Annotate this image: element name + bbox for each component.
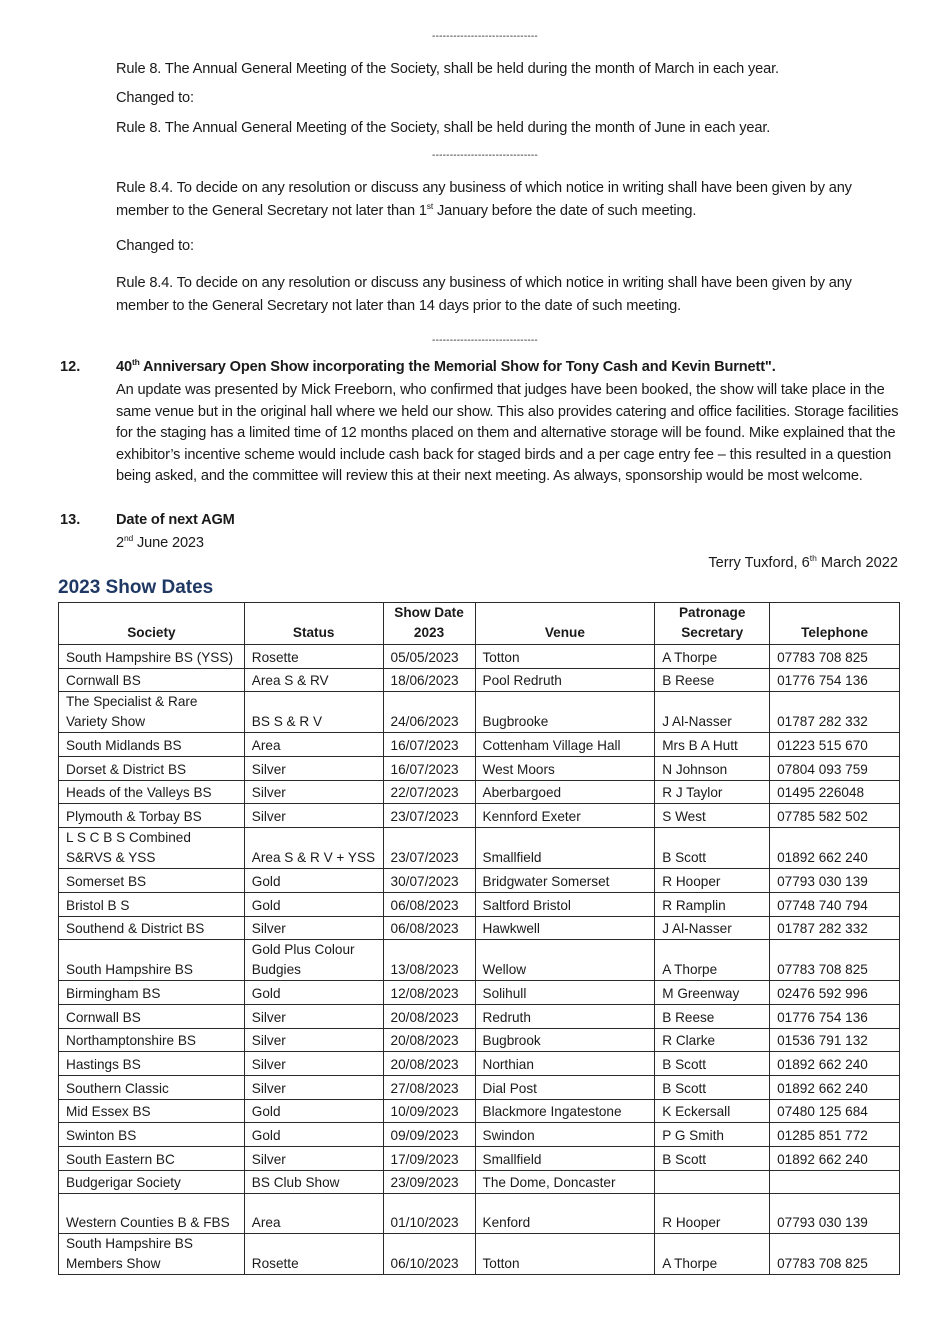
cell-show-date: 06/08/2023 <box>383 916 475 940</box>
cell-secretary: R Ramplin <box>655 892 770 916</box>
cell-society: Budgerigar Society <box>59 1170 245 1194</box>
cell-telephone <box>770 1170 900 1194</box>
table-row <box>59 828 900 869</box>
column-header-status: Status <box>244 603 383 645</box>
cell-venue: Bugbrook <box>475 1028 655 1052</box>
table-body <box>59 645 900 1275</box>
cell-status: Gold <box>244 981 383 1005</box>
cell-secretary: B Scott <box>655 1075 770 1099</box>
cell-society: South Eastern BC <box>59 1147 245 1171</box>
cell-society: Somerset BS <box>59 869 245 893</box>
table-row <box>59 645 900 669</box>
cell-show-date: 27/08/2023 <box>383 1075 475 1099</box>
cell-society: South Hampshire BS <box>59 940 245 981</box>
cell-society: The Specialist & Rare Variety Show <box>59 692 245 733</box>
cell-telephone: 01892 662 240 <box>770 1147 900 1171</box>
column-header-secretary: Patronage Secretary <box>655 603 770 645</box>
cell-secretary: R J Taylor <box>655 780 770 804</box>
table-row <box>59 1194 900 1234</box>
separator-line: ------------------------------ <box>432 335 538 346</box>
cell-secretary: B Scott <box>655 1052 770 1076</box>
cell-show-date: 16/07/2023 <box>383 757 475 781</box>
cell-telephone: 01892 662 240 <box>770 1075 900 1099</box>
cell-telephone: 01776 754 136 <box>770 668 900 692</box>
cell-telephone: 01787 282 332 <box>770 916 900 940</box>
cell-venue: Pool Redruth <box>475 668 655 692</box>
cell-show-date: 20/08/2023 <box>383 1004 475 1028</box>
table-row <box>59 981 900 1005</box>
table-row <box>59 1028 900 1052</box>
cell-secretary: R Hooper <box>655 1194 770 1234</box>
table-row <box>59 668 900 692</box>
separator-line: ------------------------------ <box>432 150 538 161</box>
cell-status: BS S & R V <box>244 692 383 733</box>
table-row <box>59 804 900 828</box>
cell-status: Gold <box>244 1099 383 1123</box>
cell-secretary: P G Smith <box>655 1123 770 1147</box>
cell-society: Birmingham BS <box>59 981 245 1005</box>
cell-telephone: 01495 226048 <box>770 780 900 804</box>
rule-8-4-new: Rule 8.4. To decide on any resolution or discuss any business of which notice in writing shall have been given by any member to the General Secretary not later than 14 days prior to the date of such meeting. <box>116 275 852 314</box>
cell-status: Gold <box>244 892 383 916</box>
cell-status: Area <box>244 1194 383 1234</box>
cell-status: Silver <box>244 780 383 804</box>
cell-status: Silver <box>244 1028 383 1052</box>
cell-secretary: B Reese <box>655 1004 770 1028</box>
cell-secretary: N Johnson <box>655 757 770 781</box>
cell-secretary: B Scott <box>655 828 770 869</box>
rule-8-4-original: Rule 8.4. To decide on any resolution or discuss any business of which notice in writing shall have been given by any member to the General Secretary not later than 1st January before the date of such meeting. <box>116 180 852 219</box>
table-row <box>59 892 900 916</box>
cell-secretary: R Hooper <box>655 869 770 893</box>
cell-secretary <box>655 1170 770 1194</box>
cell-secretary: B Reese <box>655 668 770 692</box>
cell-society: Heads of the Valleys BS <box>59 780 245 804</box>
cell-show-date: 17/09/2023 <box>383 1147 475 1171</box>
item-body: An update was presented by Mick Freeborn, who confirmed that judges have been booked, the show will take place in the same venue but in the original hall where we held our show. This also provides catering and office facilities. Storage facilities for the staging has a limited time of 12 months placed on them and alternative storage will be found. Mike explained that the exhibitor’s incentive scheme would include cash back for staged birds and a per cage entry fee – this resulted in a question being asked, and the committee will review this at their next meeting. As always, sponsorship would be most welcome. <box>116 382 899 484</box>
cell-show-date: 23/09/2023 <box>383 1170 475 1194</box>
cell-show-date: 24/06/2023 <box>383 692 475 733</box>
cell-secretary: Mrs B A Hutt <box>655 733 770 757</box>
next-agm-date: 2nd June 2023 <box>116 533 204 551</box>
cell-venue: Totton <box>475 645 655 669</box>
cell-status: Silver <box>244 804 383 828</box>
cell-society: Dorset & District BS <box>59 757 245 781</box>
table-row <box>59 1052 900 1076</box>
cell-show-date: 23/07/2023 <box>383 828 475 869</box>
cell-venue: Aberbargoed <box>475 780 655 804</box>
cell-telephone: 07804 093 759 <box>770 757 900 781</box>
cell-telephone: 01536 791 132 <box>770 1028 900 1052</box>
cell-society: Bristol B S <box>59 892 245 916</box>
cell-society: South Midlands BS <box>59 733 245 757</box>
column-header-venue: Venue <box>475 603 655 645</box>
cell-venue: Kenford <box>475 1194 655 1234</box>
table-row <box>59 1234 900 1275</box>
cell-venue: The Dome, Doncaster <box>475 1170 655 1194</box>
table-row <box>59 1004 900 1028</box>
cell-show-date: 20/08/2023 <box>383 1052 475 1076</box>
table-row <box>59 940 900 981</box>
cell-status: Area S & RV <box>244 668 383 692</box>
cell-show-date: 18/06/2023 <box>383 668 475 692</box>
cell-society: Hastings BS <box>59 1052 245 1076</box>
column-header-telephone: Telephone <box>770 603 900 645</box>
cell-status: Silver <box>244 1004 383 1028</box>
cell-secretary: K Eckersall <box>655 1099 770 1123</box>
column-header-show-date: Show Date 2023 <box>383 603 475 645</box>
cell-secretary: A Thorpe <box>655 645 770 669</box>
table-row <box>59 1170 900 1194</box>
table-row <box>59 1099 900 1123</box>
table-row <box>59 869 900 893</box>
cell-telephone: 07783 708 825 <box>770 645 900 669</box>
cell-venue: Dial Post <box>475 1075 655 1099</box>
cell-status: Silver <box>244 916 383 940</box>
cell-venue: Redruth <box>475 1004 655 1028</box>
table-row <box>59 916 900 940</box>
cell-secretary: B Scott <box>655 1147 770 1171</box>
cell-venue: Smallfield <box>475 828 655 869</box>
section-heading: 2023 Show Dates <box>58 577 214 598</box>
cell-show-date: 12/08/2023 <box>383 981 475 1005</box>
cell-venue: Hawkwell <box>475 916 655 940</box>
cell-telephone: 07748 740 794 <box>770 892 900 916</box>
cell-show-date: 09/09/2023 <box>383 1123 475 1147</box>
table-row <box>59 692 900 733</box>
cell-secretary: J Al-Nasser <box>655 692 770 733</box>
cell-venue: Smallfield <box>475 1147 655 1171</box>
cell-secretary: S West <box>655 804 770 828</box>
changed-to-label: Changed to: <box>116 90 194 106</box>
cell-status: BS Club Show <box>244 1170 383 1194</box>
cell-show-date: 23/07/2023 <box>383 804 475 828</box>
cell-society: Mid Essex BS <box>59 1099 245 1123</box>
table-row <box>59 757 900 781</box>
item-number: 12. <box>60 359 81 375</box>
show-dates-table <box>58 602 900 1275</box>
cell-status: Gold <box>244 1123 383 1147</box>
cell-venue: Kennford Exeter <box>475 804 655 828</box>
cell-telephone: 01892 662 240 <box>770 828 900 869</box>
cell-society: Western Counties B & FBS <box>59 1194 245 1234</box>
cell-telephone: 01285 851 772 <box>770 1123 900 1147</box>
cell-show-date: 05/05/2023 <box>383 645 475 669</box>
item-title: 40th Anniversary Open Show incorporating the Memorial Show for Tony Cash and Kevin Burnett". <box>116 357 776 375</box>
rule-8-new: Rule 8. The Annual General Meeting of the Society, shall be held during the month of June in each year. <box>116 120 771 136</box>
cell-telephone: 01787 282 332 <box>770 692 900 733</box>
cell-society: South Hampshire BS (YSS) <box>59 645 245 669</box>
cell-society: South Hampshire BS Members Show <box>59 1234 245 1275</box>
changed-to-label: Changed to: <box>116 238 194 254</box>
cell-show-date: 06/08/2023 <box>383 892 475 916</box>
cell-society: Southend & District BS <box>59 916 245 940</box>
cell-show-date: 10/09/2023 <box>383 1099 475 1123</box>
cell-status: Silver <box>244 1075 383 1099</box>
cell-status: Area <box>244 733 383 757</box>
cell-society: Plymouth & Torbay BS <box>59 804 245 828</box>
cell-secretary: A Thorpe <box>655 1234 770 1275</box>
signature: Terry Tuxford, 6th March 2022 <box>708 553 898 571</box>
cell-status: Silver <box>244 1147 383 1171</box>
table-header-row <box>59 603 900 645</box>
cell-status: Area S & R V + YSS <box>244 828 383 869</box>
cell-show-date: 16/07/2023 <box>383 733 475 757</box>
cell-telephone: 07480 125 684 <box>770 1099 900 1123</box>
cell-venue: Wellow <box>475 940 655 981</box>
cell-telephone: 01223 515 670 <box>770 733 900 757</box>
cell-society: Northamptonshire BS <box>59 1028 245 1052</box>
item-number: 13. <box>60 512 81 528</box>
cell-society: Southern Classic <box>59 1075 245 1099</box>
cell-venue: Cottenham Village Hall <box>475 733 655 757</box>
cell-show-date: 22/07/2023 <box>383 780 475 804</box>
cell-venue: Bridgwater Somerset <box>475 869 655 893</box>
cell-venue: Blackmore Ingatestone <box>475 1099 655 1123</box>
cell-telephone: 07793 030 139 <box>770 869 900 893</box>
cell-status: Gold <box>244 869 383 893</box>
rule-8-original: Rule 8. The Annual General Meeting of the Society, shall be held during the month of March in each year. <box>116 61 779 77</box>
cell-secretary: J Al-Nasser <box>655 916 770 940</box>
cell-show-date: 01/10/2023 <box>383 1194 475 1234</box>
cell-venue: Solihull <box>475 981 655 1005</box>
cell-venue: Northian <box>475 1052 655 1076</box>
cell-status: Rosette <box>244 645 383 669</box>
table-row <box>59 1123 900 1147</box>
separator-line: ------------------------------ <box>432 31 538 42</box>
cell-venue: Bugbrooke <box>475 692 655 733</box>
cell-show-date: 30/07/2023 <box>383 869 475 893</box>
cell-venue: West Moors <box>475 757 655 781</box>
cell-status: Silver <box>244 757 383 781</box>
table-row <box>59 1147 900 1171</box>
cell-show-date: 13/08/2023 <box>383 940 475 981</box>
cell-venue: Swindon <box>475 1123 655 1147</box>
cell-telephone: 07785 582 502 <box>770 804 900 828</box>
cell-status: Rosette <box>244 1234 383 1275</box>
cell-secretary: R Clarke <box>655 1028 770 1052</box>
cell-society: Swinton BS <box>59 1123 245 1147</box>
item-title: Date of next AGM <box>116 512 235 528</box>
cell-show-date: 20/08/2023 <box>383 1028 475 1052</box>
cell-telephone: 07793 030 139 <box>770 1194 900 1234</box>
cell-secretary: A Thorpe <box>655 940 770 981</box>
cell-telephone: 01892 662 240 <box>770 1052 900 1076</box>
cell-telephone: 07783 708 825 <box>770 1234 900 1275</box>
table-row <box>59 1075 900 1099</box>
cell-status: Silver <box>244 1052 383 1076</box>
cell-venue: Saltford Bristol <box>475 892 655 916</box>
cell-telephone: 02476 592 996 <box>770 981 900 1005</box>
cell-telephone: 01776 754 136 <box>770 1004 900 1028</box>
table-row <box>59 780 900 804</box>
cell-secretary: M Greenway <box>655 981 770 1005</box>
cell-society: L S C B S Combined S&RVS & YSS <box>59 828 245 869</box>
cell-society: Cornwall BS <box>59 668 245 692</box>
cell-telephone: 07783 708 825 <box>770 940 900 981</box>
column-header-society: Society <box>59 603 245 645</box>
table-row <box>59 733 900 757</box>
cell-status: Gold Plus Colour Budgies <box>244 940 383 981</box>
cell-society: Cornwall BS <box>59 1004 245 1028</box>
cell-venue: Totton <box>475 1234 655 1275</box>
cell-show-date: 06/10/2023 <box>383 1234 475 1275</box>
